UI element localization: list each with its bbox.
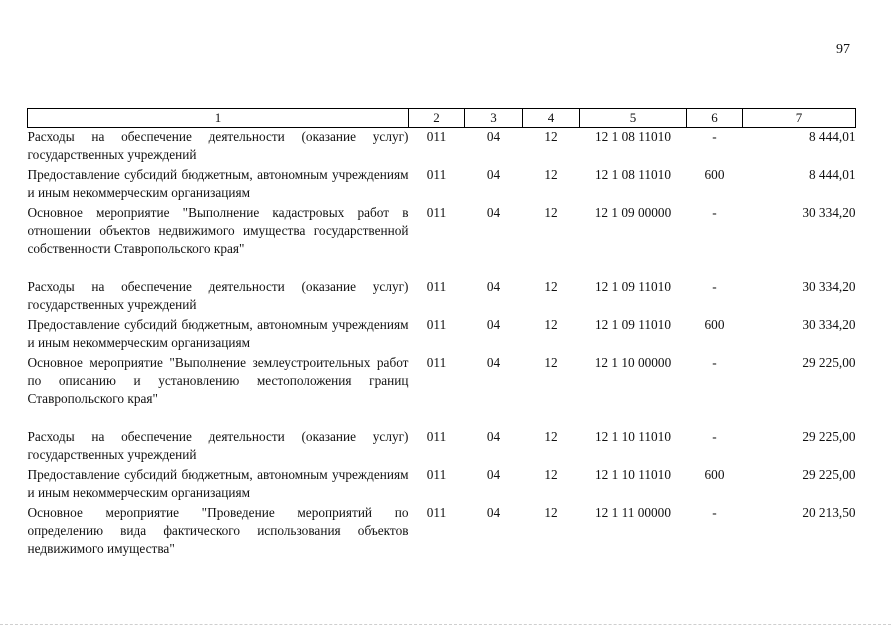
scan-edge-divider [0,624,891,625]
column-header: 2 [409,109,465,128]
item-name: Предоставление субсидий бюджетным, автономным учреждениям и иным некоммерческим организациям [27,167,409,200]
section-code: 04 [486,167,501,182]
subsection-code: 12 [544,467,558,482]
item-name: Расходы на обеспечение деятельности (оказание услуг) государственных учреждений [27,279,409,312]
item-name: Основное мероприятие "Проведение мероприятий по определению вида фактического использования объектов недвижимого имущества" [27,505,409,556]
table-row [28,204,856,278]
table-header-row [28,109,856,128]
amount: 30 334,20 [802,317,856,332]
target-code: 12 1 09 11010 [595,317,671,332]
target-code: 12 1 09 11010 [595,279,671,294]
subsection-code: 12 [544,205,558,220]
target-code: 12 1 08 11010 [595,129,671,144]
section-code: 04 [486,317,501,332]
section-code: 04 [486,129,501,144]
amount: 30 334,20 [802,279,856,294]
column-header: 4 [523,109,580,128]
section-code: 04 [486,467,501,482]
expense-type-code: - [712,205,717,220]
target-code: 12 1 10 11010 [595,429,671,444]
item-name: Предоставление субсидий бюджетным, автономным учреждениям и иным некоммерческим организациям [27,317,409,350]
amount: 29 225,00 [802,355,856,370]
amount: 30 334,20 [802,205,856,220]
ministry-code: 011 [426,167,447,182]
amount: 29 225,00 [802,429,856,444]
table-row [28,504,856,560]
subsection-code: 12 [544,505,558,520]
subsection-code: 12 [544,429,558,444]
section-code: 04 [486,205,501,220]
table-row [28,428,856,466]
expense-type-code: 600 [704,467,725,482]
expense-type-code: - [712,279,717,294]
column-header: 1 [28,109,409,128]
subsection-code: 12 [544,279,558,294]
ministry-code: 011 [426,279,447,294]
ministry-code: 011 [426,317,447,332]
expense-type-code: - [712,505,717,520]
table-row [28,278,856,316]
amount: 8 444,01 [808,129,856,144]
item-name: Предоставление субсидий бюджетным, автономным учреждениям и иным некоммерческим организациям [27,467,409,500]
amount: 29 225,00 [802,467,856,482]
expense-type-code: 600 [704,317,725,332]
expense-type-code: - [712,129,717,144]
amount: 20 213,50 [802,505,856,520]
expense-type-code: 600 [704,167,725,182]
column-header: 6 [687,109,743,128]
target-code: 12 1 09 00000 [594,205,672,220]
ministry-code: 011 [426,355,447,370]
item-name: Расходы на обеспечение деятельности (оказание услуг) государственных учреждений [27,429,409,462]
ministry-code: 011 [426,205,447,220]
page-number: 97 [836,42,850,57]
ministry-code: 011 [426,505,447,520]
subsection-code: 12 [544,317,558,332]
column-header: 3 [465,109,523,128]
amount: 8 444,01 [808,167,856,182]
target-code: 12 1 11 00000 [595,505,671,520]
section-code: 04 [486,279,501,294]
target-code: 12 1 08 11010 [595,167,671,182]
item-name: Основное мероприятие "Выполнение землеустроительных работ по описанию и установлению местоположения границ Ставропольского края" [27,355,409,406]
ministry-code: 011 [426,467,447,482]
ministry-code: 011 [426,429,447,444]
table-row [28,166,856,204]
target-code: 12 1 10 11010 [595,467,671,482]
column-header: 5 [580,109,687,128]
column-header: 7 [743,109,856,128]
section-code: 04 [486,355,501,370]
item-name: Расходы на обеспечение деятельности (оказание услуг) государственных учреждений [27,129,409,162]
item-name: Основное мероприятие "Выполнение кадастровых работ в отношении объектов недвижимого имущества государственной собственности Ставропольского края" [27,205,409,256]
budget-table [27,108,856,560]
target-code: 12 1 10 00000 [594,355,672,370]
expense-type-code: - [712,429,717,444]
table-row [28,466,856,504]
table-row [28,128,856,167]
subsection-code: 12 [544,129,558,144]
table-row [28,316,856,354]
expense-type-code: - [712,355,717,370]
subsection-code: 12 [544,355,558,370]
section-code: 04 [486,505,501,520]
ministry-code: 011 [426,129,447,144]
section-code: 04 [486,429,501,444]
subsection-code: 12 [544,167,558,182]
table-row [28,354,856,428]
